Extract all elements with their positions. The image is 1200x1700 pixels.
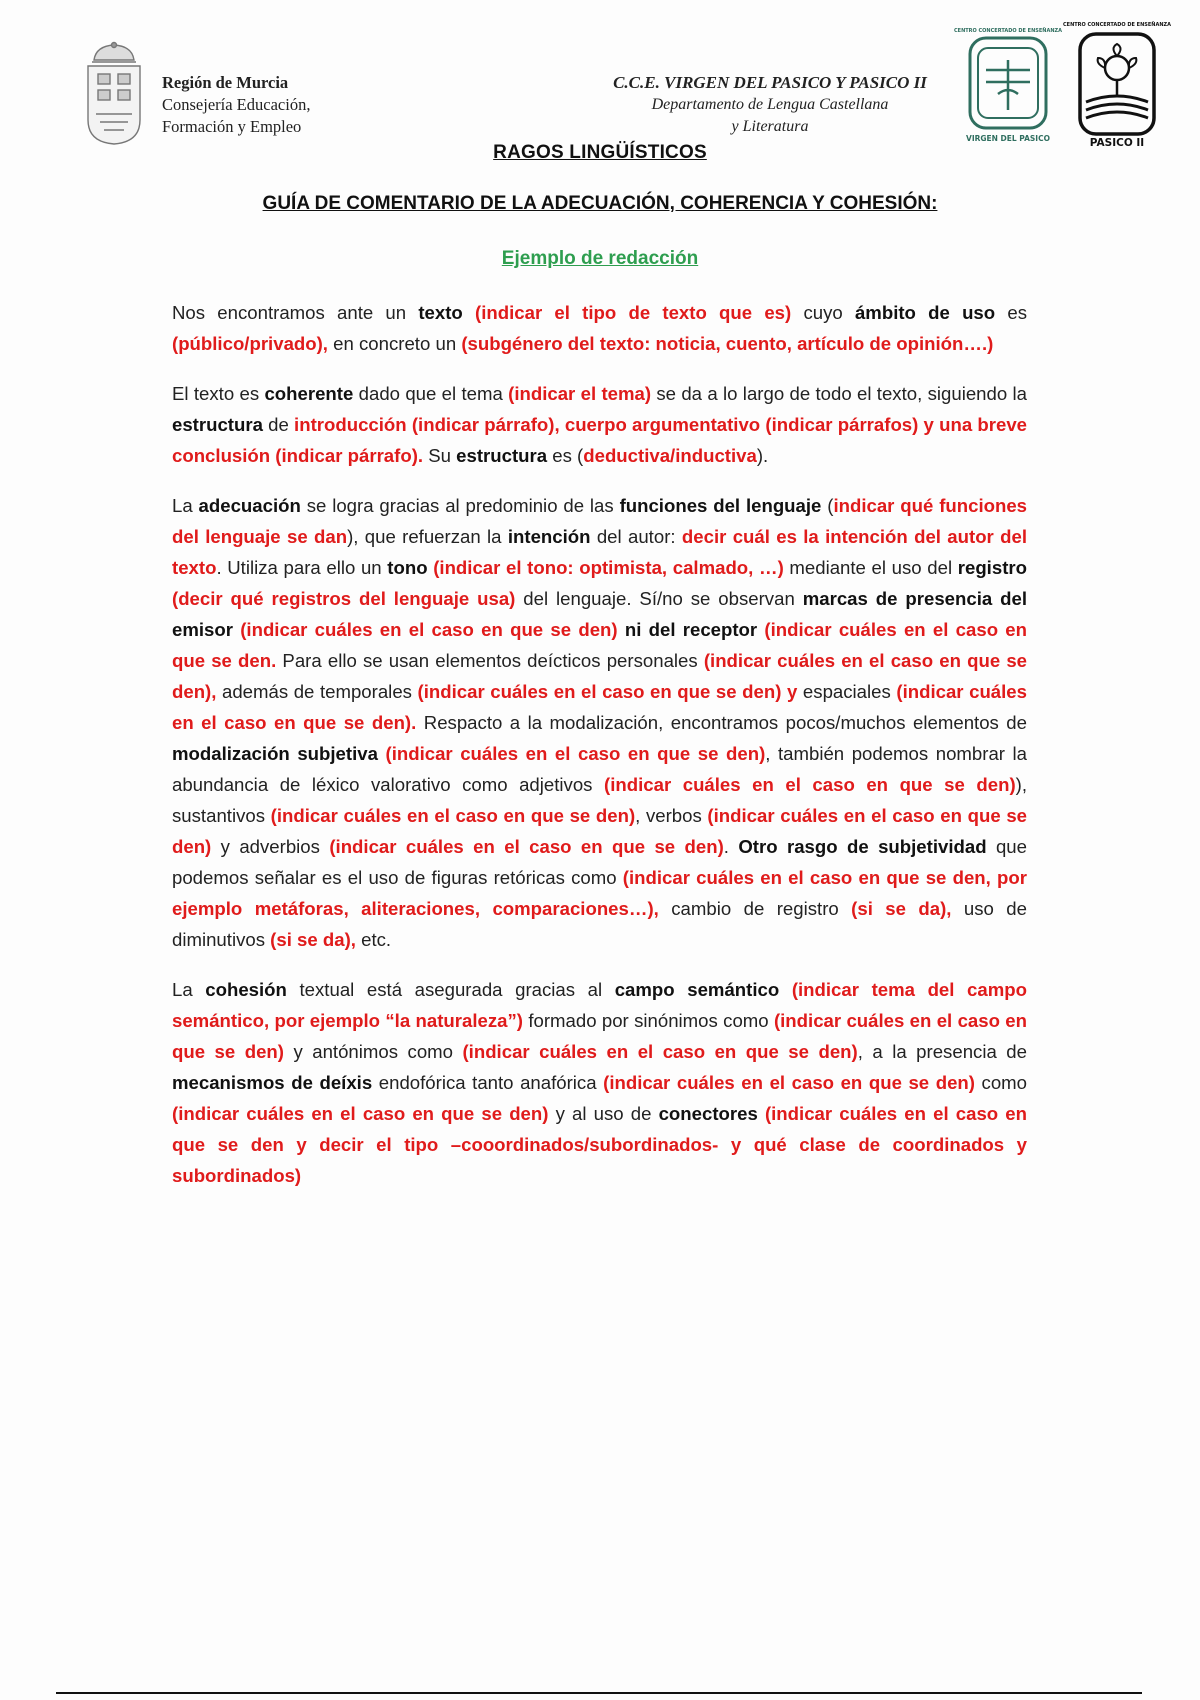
placeholder-instruction: (indicar cuáles en el caso en que se den) <box>172 805 1028 857</box>
paragraph-text: endofórica tanto anafórica <box>372 1072 604 1093</box>
paragraph-text: formado por sinónimos como <box>522 1010 774 1031</box>
bold-term: tono <box>387 557 428 578</box>
paragraph-text: ), que refuerzan la <box>347 526 508 547</box>
paragraph-text: Su <box>423 445 457 466</box>
bold-term: marcas de presencia del emisor <box>172 588 1027 640</box>
paragraph-text: textual está asegurada gracias al <box>286 979 615 1000</box>
placeholder-instruction: (indicar cuáles en el caso en que se den y decir el tipo –cooordinados/subordinados- y qué clase de coordinados y subordinados) <box>172 1103 1027 1186</box>
placeholder-instruction: (indicar cuáles en el caso en que se den) <box>270 805 636 826</box>
placeholder-instruction: (indicar el tono: optimista, calmado, …) <box>427 557 784 578</box>
paragraph-text: etc. <box>355 929 392 950</box>
region-department: Consejería Educación, <box>162 95 311 114</box>
region-coat-of-arms-icon <box>84 42 144 146</box>
section-heading: Ejemplo de redacción <box>501 248 699 269</box>
placeholder-instruction: (público/privado), <box>172 333 328 354</box>
document-body <box>172 297 1027 1210</box>
paragraph-1 <box>172 297 1027 359</box>
document-header <box>0 0 1200 150</box>
placeholder-instruction: (indicar cuáles en el caso en que se den) <box>329 836 724 857</box>
paragraph-text: es ( <box>547 445 584 466</box>
bold-term: funciones del lenguaje <box>619 495 822 516</box>
paragraph-text: . <box>723 836 739 857</box>
bold-term: conectores <box>658 1103 758 1124</box>
paragraph-text: y antónimos como <box>283 1041 463 1062</box>
paragraph-text: es <box>995 302 1028 323</box>
placeholder-instruction: (indicar cuáles en el caso en que se den) <box>603 1072 975 1093</box>
paragraph-text: del lenguaje. Sí/no se observan <box>515 588 803 609</box>
document-title: RAGOS LINGÜÍSTICOS <box>493 142 707 163</box>
placeholder-instruction: (indicar cuáles en el caso en que se den) <box>377 743 766 764</box>
document-subtitle: GUÍA DE COMENTARIO DE LA ADECUACIÓN, COHERENCIA Y COHESIÓN: <box>262 193 938 214</box>
bold-term: texto <box>418 302 463 323</box>
paragraph-text: de <box>262 414 295 435</box>
school-name: C.C.E. VIRGEN DEL PASICO Y PASICO II <box>613 73 927 92</box>
bold-term: coherente <box>264 383 354 404</box>
bold-term: intención <box>507 526 591 547</box>
placeholder-instruction: (si se da), <box>851 898 952 919</box>
region-department-2: Formación y Empleo <box>162 117 302 136</box>
placeholder-instruction: (indicar cuáles en el caso en que se den. <box>172 619 1028 671</box>
paragraph-text: se da a lo largo de todo el texto, siguiendo la <box>651 383 1027 404</box>
paragraph-text: y al uso de <box>548 1103 659 1124</box>
placeholder-instruction: indicar qué funciones del lenguaje se dan <box>172 495 1028 547</box>
paragraph-text: La <box>172 495 199 516</box>
paragraph-text: Para ello se usan elementos deícticos personales <box>276 650 704 671</box>
paragraph-text: mediante el uso del <box>783 557 958 578</box>
placeholder-instruction: (indicar cuáles en el caso en que se den) <box>172 1010 1027 1062</box>
logo2-bottom-text: PASICO II <box>1089 137 1145 149</box>
placeholder-instruction: decir cuál es la intención del autor del texto <box>172 526 1028 578</box>
virgen-del-pasico-logo-icon <box>953 24 1063 154</box>
paragraph-text: . Utiliza para ello un <box>216 557 388 578</box>
paragraph-text: Respacto a la modalización, encontramos pocos/muchos elementos de <box>416 712 1027 733</box>
placeholder-instruction: (indicar el tema) <box>508 383 652 404</box>
paragraph-text: , también podemos nombrar la abundancia de léxico valorativo como adjetivos <box>172 743 1027 795</box>
paragraph-text: además de temporales <box>216 681 418 702</box>
paragraph-text: que podemos señalar es el uso de figuras retóricas como <box>172 836 1027 888</box>
paragraph-text: La <box>172 979 206 1000</box>
paragraph-text: , a la presencia de <box>857 1041 1027 1062</box>
bold-term: registro <box>957 557 1027 578</box>
paragraph-text: y adverbios <box>211 836 330 857</box>
placeholder-instruction: (si se da), <box>270 929 356 950</box>
school-department: Departamento de Lengua Castellana <box>651 96 889 113</box>
paragraph-text: ( <box>821 495 834 516</box>
placeholder-instruction: introducción (indicar párrafo), cuerpo argumentativo (indicar párrafos) y una breve conclusión (indicar párrafo). <box>172 414 1027 466</box>
bold-term: adecuación <box>198 495 301 516</box>
bold-term: campo semántico <box>614 979 780 1000</box>
placeholder-instruction: (subgénero del texto: noticia, cuento, artículo de opinión….) <box>461 333 994 354</box>
placeholder-instruction: (decir qué registros del lenguaje usa) <box>172 588 516 609</box>
bold-term: Otro rasgo de subjetividad <box>738 836 987 857</box>
placeholder-instruction: (indicar tema del campo semántico, por ejemplo “la naturaleza”) <box>172 979 1027 1031</box>
paragraph-text: espaciales <box>797 681 897 702</box>
placeholder-instruction: deductiva/inductiva <box>583 445 757 466</box>
paragraph-text: ), sustantivos <box>172 774 1027 826</box>
bold-term: mecanismos de deíxis <box>172 1072 373 1093</box>
placeholder-instruction: (indicar cuáles en el caso en que se den) <box>462 1041 858 1062</box>
page-bottom-rule <box>56 1692 1142 1694</box>
school-department-2: y Literatura <box>731 118 809 135</box>
paragraph-text: , verbos <box>635 805 708 826</box>
placeholder-instruction: (indicar cuáles en el caso en que se den) y <box>417 681 798 702</box>
paragraph-text: en concreto un <box>327 333 462 354</box>
placeholder-instruction: (indicar cuáles en el caso en que se den) <box>172 1103 549 1124</box>
region-block <box>162 72 310 138</box>
paragraph-text: del autor: <box>590 526 682 547</box>
bold-term: ámbito de uso <box>854 302 996 323</box>
bold-term: cohesión <box>205 979 287 1000</box>
bold-term: ni del receptor <box>617 619 758 640</box>
bold-term: estructura <box>456 445 548 466</box>
placeholder-instruction: (indicar cuáles en el caso en que se den, por ejemplo metáforas, aliteraciones, comparaciones…), <box>172 867 1027 919</box>
paragraph-2 <box>172 378 1027 471</box>
paragraph-text: se logra gracias al predominio de las <box>300 495 620 516</box>
placeholder-instruction: (indicar cuáles en el caso en que se den). <box>172 681 1027 733</box>
paragraph-3 <box>172 490 1027 955</box>
paragraph-text: como <box>974 1072 1027 1093</box>
bold-term: estructura <box>172 414 263 435</box>
bold-term: modalización subjetiva <box>172 743 378 764</box>
placeholder-instruction: (indicar cuáles en el caso en que se den) <box>604 774 1016 795</box>
paragraph-text: cambio de registro <box>658 898 852 919</box>
paragraph-text: ). <box>756 445 769 466</box>
paragraph-text: dado que el tema <box>353 383 509 404</box>
placeholder-instruction: (indicar el tipo de texto que es) <box>462 302 792 323</box>
logo1-top-text: CENTRO CONCERTADO DE ENSEÑANZA <box>953 28 1063 34</box>
paragraph-text: cuyo <box>791 302 855 323</box>
placeholder-instruction: (indicar cuáles en el caso en que se den) <box>232 619 618 640</box>
paragraph-text: El texto es <box>172 383 265 404</box>
placeholder-instruction: (indicar cuáles en el caso en que se den), <box>172 650 1028 702</box>
paragraph-text: uso de diminutivos <box>172 898 1027 950</box>
pasico-ii-logo-icon <box>1062 18 1172 156</box>
school-block <box>560 72 980 138</box>
region-name: Región de Murcia <box>162 73 289 92</box>
paragraph-4 <box>172 974 1027 1191</box>
logo1-bottom-text: VIRGEN DEL PASICO <box>966 134 1050 143</box>
paragraph-text: Nos encontramos ante un <box>172 302 419 323</box>
logo2-top-text: CENTRO CONCERTADO DE ENSEÑANZA <box>1062 22 1172 28</box>
